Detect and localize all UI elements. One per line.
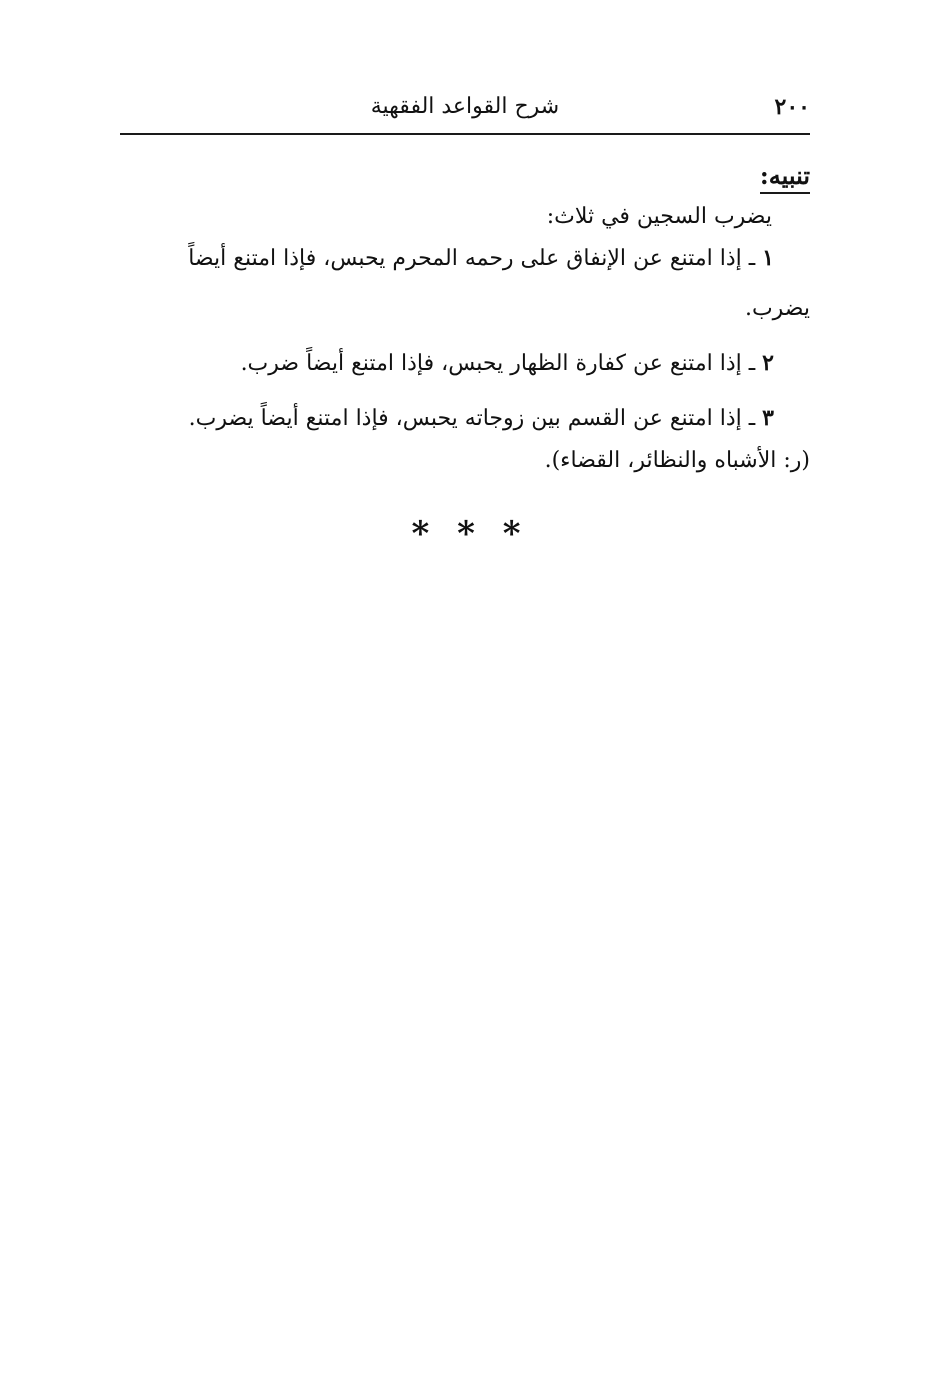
list-item-text: ـ إذا امتنع عن كفارة الظهار يحبس، فإذا امتنع أيضاً ضرب. xyxy=(240,351,756,377)
section-separator: * * * xyxy=(411,514,529,554)
list-item-1 xyxy=(118,233,810,284)
page-number: ٢٠٠ xyxy=(774,94,810,120)
intro-text: يضرب السجين في ثلاث: xyxy=(546,204,772,230)
list-item-3 xyxy=(118,393,810,444)
page-content xyxy=(118,160,810,478)
list-item-number: ١ xyxy=(762,245,774,272)
list-item-2 xyxy=(118,338,810,389)
list-item-text: ـ إذا امتنع عن الإنفاق على رحمه المحرم يحبس، فإذا امتنع أيضاً xyxy=(188,246,756,272)
running-title: شرح القواعد الفقهية xyxy=(370,94,560,119)
list-item-1-continuation xyxy=(118,284,810,334)
source-reference: (ر: الأشباه والنظائر، القضاء). xyxy=(544,448,810,474)
list-item-text: يضرب. xyxy=(744,296,810,322)
list-item-text: ـ إذا امتنع عن القسم بين زوجاته يحبس، فإذا امتنع أيضاً يضرب. xyxy=(188,406,756,432)
header-divider xyxy=(120,133,810,135)
list-item-number: ٢ xyxy=(762,350,774,377)
list-item-number: ٣ xyxy=(762,405,774,432)
note-heading: تنبيه: xyxy=(760,160,810,194)
page-header xyxy=(120,88,810,128)
